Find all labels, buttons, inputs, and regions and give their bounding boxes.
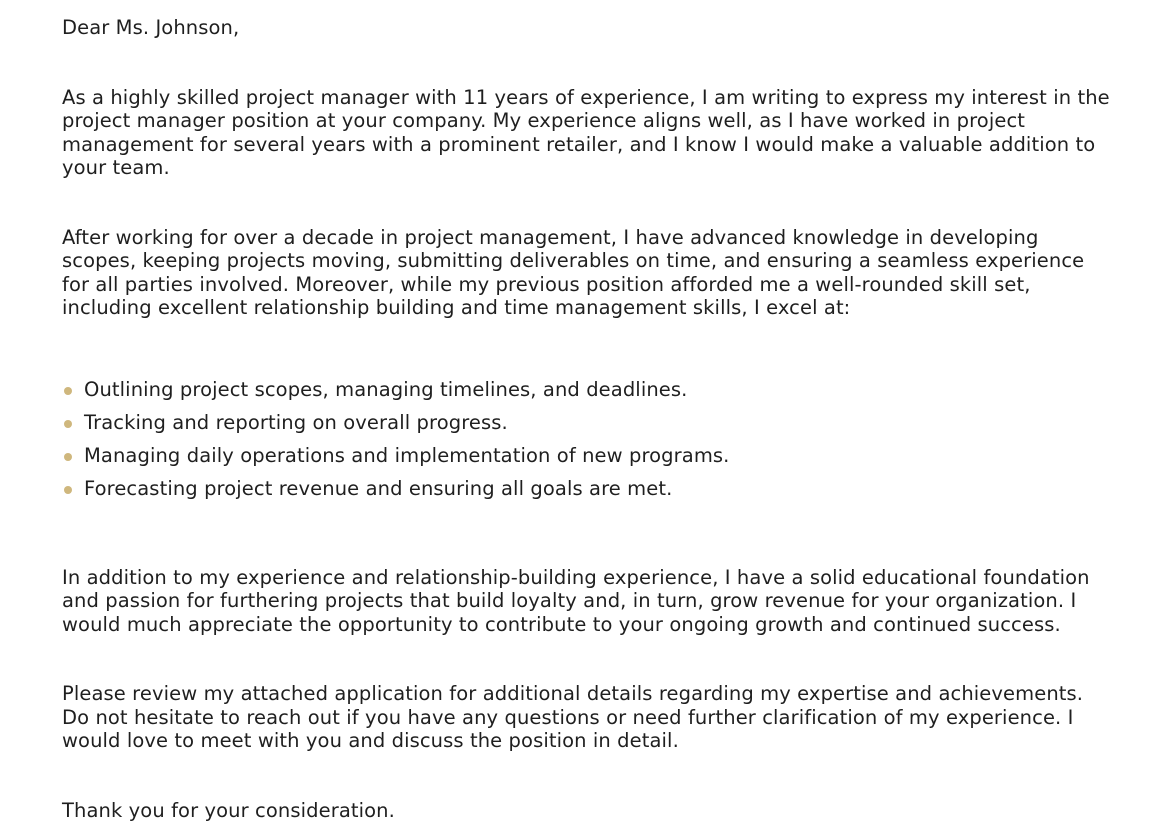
list-item-text: Tracking and reporting on overall progress. [84, 410, 508, 434]
paragraph-experience: After working for over a decade in project management, I have advanced knowledge in developing scopes, keeping projects moving, submitting deliverables on time, and ensuring a seamless experience for all parties involved. Moreover, while my previous position afforded me a well-rounded skill set, including excellent relationship building and time management skills, I excel at: [62, 225, 1085, 319]
paragraph-intro: As a highly skilled project manager with 11 years of experience, I am writing to express my interest in the project manager position at your company. My experience aligns well, as I have worked in project management for several years with a prominent retailer, and I know I would make a valuable addition to your team. [62, 85, 1110, 179]
bullet-icon [64, 486, 72, 494]
bullet-icon [64, 453, 72, 461]
list-item [62, 477, 1112, 510]
list-item [62, 411, 1112, 444]
list-item-text: Forecasting project revenue and ensuring all goals are met. [84, 476, 673, 500]
paragraph-review: Please review my attached application for additional details regarding my expertise and achievements. Do not hesitate to reach out if you have any questions or need further clarification of my experience. I would love to meet with you and discuss the position in detail. [62, 682, 1084, 752]
cover-letter [62, 16, 1112, 822]
list-item-text: Outlining project scopes, managing timelines, and deadlines. [84, 377, 688, 401]
skills-list [62, 378, 1112, 510]
bullet-icon [64, 420, 72, 428]
list-item [62, 444, 1112, 477]
list-item-text: Managing daily operations and implementation of new programs. [84, 443, 730, 467]
list-item [62, 378, 1112, 411]
bullet-icon [64, 387, 72, 395]
closing: Thank you for your consideration. [62, 798, 395, 822]
paragraph-education: In addition to my experience and relationship-building experience, I have a solid educational foundation and passion for furthering projects that build loyalty and, in turn, grow revenue for your organization. I would much appreciate the opportunity to contribute to your ongoing growth and continued success. [62, 565, 1090, 636]
greeting: Dear Ms. Johnson, [62, 16, 240, 39]
